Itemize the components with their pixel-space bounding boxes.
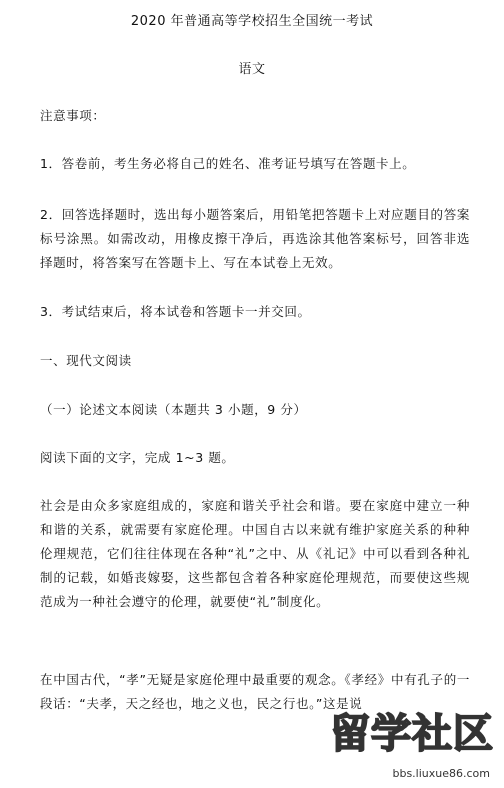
passage-paragraph-2: 在中国古代，“孝”无疑是家庭伦理中最重要的观念。《孝经》中有孔子的一段话：“夫孝，天之经也，地之义也，民之行也。”这是说	[40, 672, 470, 711]
section-heading: 一、现代文阅读	[40, 353, 132, 368]
notice-heading: 注意事项：	[40, 108, 106, 123]
subsection-heading: （一）论述文本阅读（本题共 3 小题，9 分）	[40, 402, 307, 417]
notice-item-2: 2．回答选择题时，选出每小题答案后，用铅笔把答题卡上对应题目的答案标号涂黑。如需改动，用橡皮擦干净后，再选涂其他答案标号，回答非选择题时，将答案写在答题卡上、写在本试卷上无效。	[40, 207, 470, 270]
watermark-brand: 留学社区	[330, 711, 494, 757]
passage-paragraph-1: 社会是由众多家庭组成的，家庭和谐关乎社会和谐。要在家庭中建立一种和谐的关系，就需要有家庭伦理。中国自古以来就有维护家庭关系的种种伦理规范，它们往往体现在各种“礼”之中、从《礼记》中可以看到各种礼制的记载，如婚丧嫁娶，这些都包含着各种家庭伦理规范，而要使这些规范成为一种社会遵守的伦理，就要使“礼”制度化。	[40, 498, 470, 609]
notice-item-3: 3．考试结束后，将本试卷和答题卡一并交回。	[40, 304, 311, 319]
exam-title: 2020 年普通高等学校招生全国统一考试	[130, 14, 374, 29]
reading-instruction: 阅读下面的文字，完成 1~3 题。	[40, 450, 235, 465]
site-watermark	[324, 702, 494, 782]
subject-title: 语文	[238, 62, 266, 77]
watermark-url: bbs.liuxue86.com	[392, 767, 490, 780]
notice-item-1: 1．答卷前，考生务必将自己的姓名、准考证号填写在答题卡上。	[40, 156, 416, 171]
